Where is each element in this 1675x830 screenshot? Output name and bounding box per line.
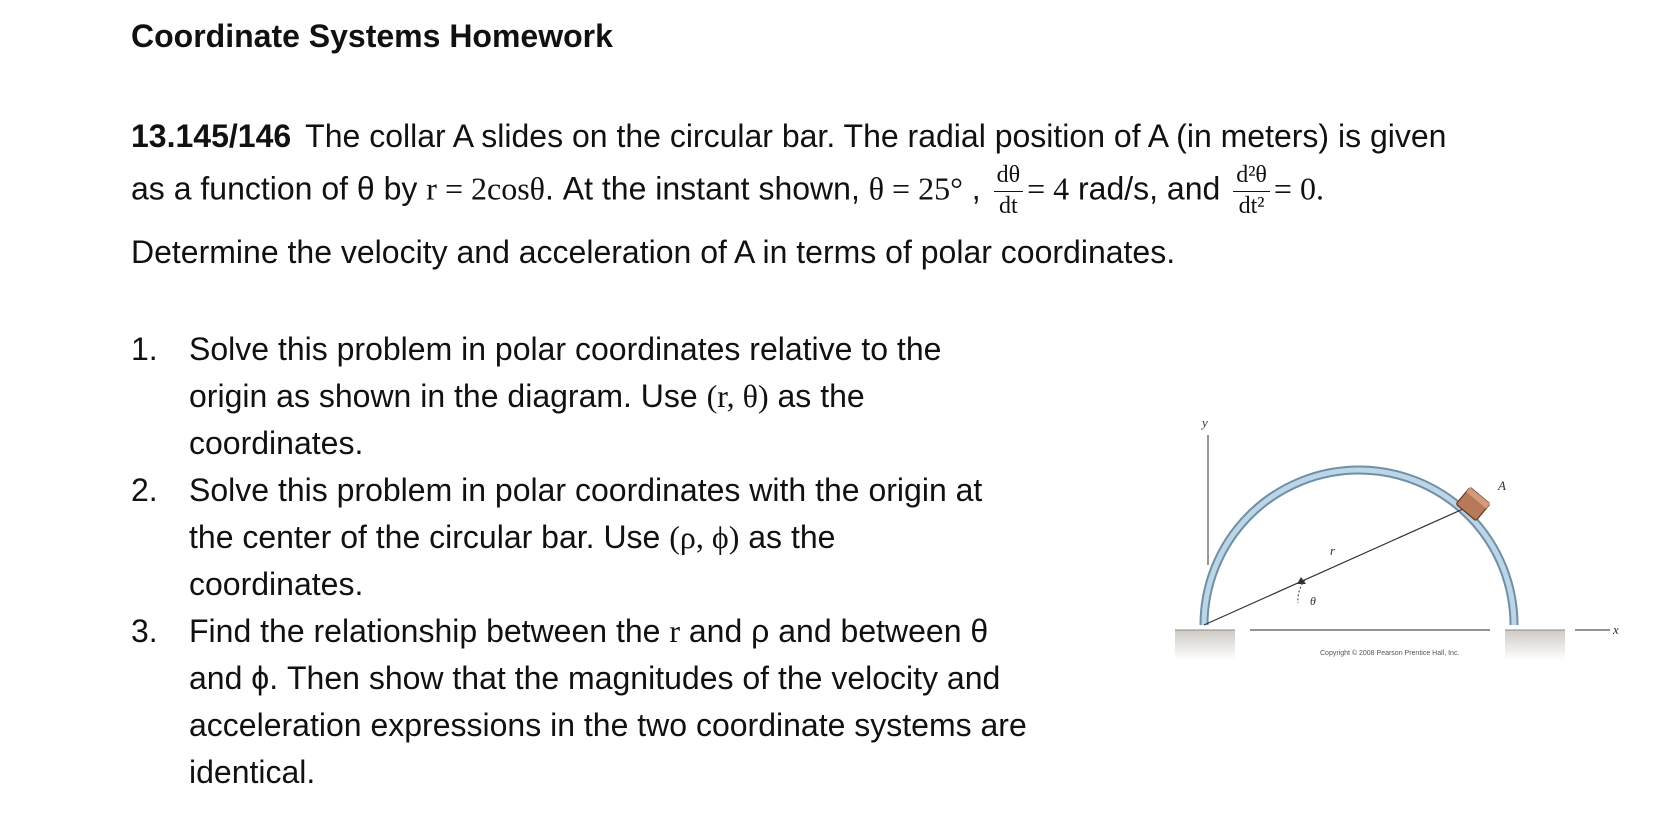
d2theta-denominator: dt² [1238,192,1265,219]
angular-velocity-value: = 4 [1027,170,1070,207]
task-text: as the [739,519,836,555]
dtheta-numerator: dθ [994,162,1024,192]
collar-diagram [1170,405,1650,680]
problem-number: 13.145/146 [131,118,292,154]
right-support [1505,630,1565,660]
task-number: 1. [131,331,158,367]
left-support [1175,630,1235,660]
dtheta-fraction [994,162,1024,220]
task-line: and ϕ. Then show that the magnitudes of the velocity and [189,660,1001,696]
task-text: origin as shown in the diagram. Use [189,378,707,414]
task-item-2 [131,467,1131,608]
page-title: Coordinate Systems Homework [131,18,613,54]
collar-label: A [1498,478,1506,493]
task-text: and ρ and between θ [679,613,989,649]
task-line [189,373,1131,420]
d2theta-fraction [1233,162,1270,220]
task-line: identical. [189,754,316,790]
task-line: coordinates. [189,566,364,602]
problem-text-2a: as a function of θ by [131,170,427,207]
radius-equation: r = 2cosθ [426,170,545,207]
x-axis-label: x [1613,622,1619,637]
problem-text-1: The collar A slides on the circular bar. The radial position of A (in meters) is given [305,118,1447,154]
angular-acceleration-value: = 0. [1273,170,1324,207]
task-line: acceleration expressions in the two coordinate systems are [189,707,1027,743]
task-line: Solve this problem in polar coordinates with the origin at [189,472,983,508]
task-line [189,608,1131,655]
task-number: 3. [131,613,158,649]
task-line: Solve this problem in polar coordinates relative to the [189,331,942,367]
task-text: Find the relationship between the [189,613,670,649]
task-item-1 [131,326,1131,467]
task-line: coordinates. [189,425,364,461]
radius-label: r [1330,543,1336,558]
collar-diagram-svg [1170,405,1650,680]
task-text: as the [768,378,865,414]
problem-line-1 [131,118,1446,155]
theta-equation: θ = 25° [868,170,963,207]
task-number: 2. [131,472,158,508]
task-item-3 [131,608,1131,796]
copyright-text: Copyright © 2008 Pearson Prentice Hall, Inc. [1320,650,1460,657]
theta-label: θ [1310,594,1316,608]
problem-text-2e: rad/s, and [1069,170,1230,207]
task-line [189,514,1131,561]
problem-line-2 [131,162,1324,232]
polar-coords-r-theta: (r, θ) [706,378,769,414]
problem-text-3: Determine the velocity and acceleration of A in terms of polar coordinates. [131,234,1176,270]
problem-text-2c: , [962,170,981,207]
collar-a [1456,487,1490,521]
d2theta-numerator: d²θ [1233,162,1270,192]
dtheta-denominator: dt [998,192,1018,219]
y-axis-label: y [1202,415,1208,430]
polar-coords-rho-phi: (ρ, ϕ) [669,519,740,555]
problem-text-2b: . At the instant shown, [544,170,869,207]
task-list [131,326,1131,796]
symbol-r: r [669,613,680,649]
task-text: the center of the circular bar. Use [189,519,670,555]
